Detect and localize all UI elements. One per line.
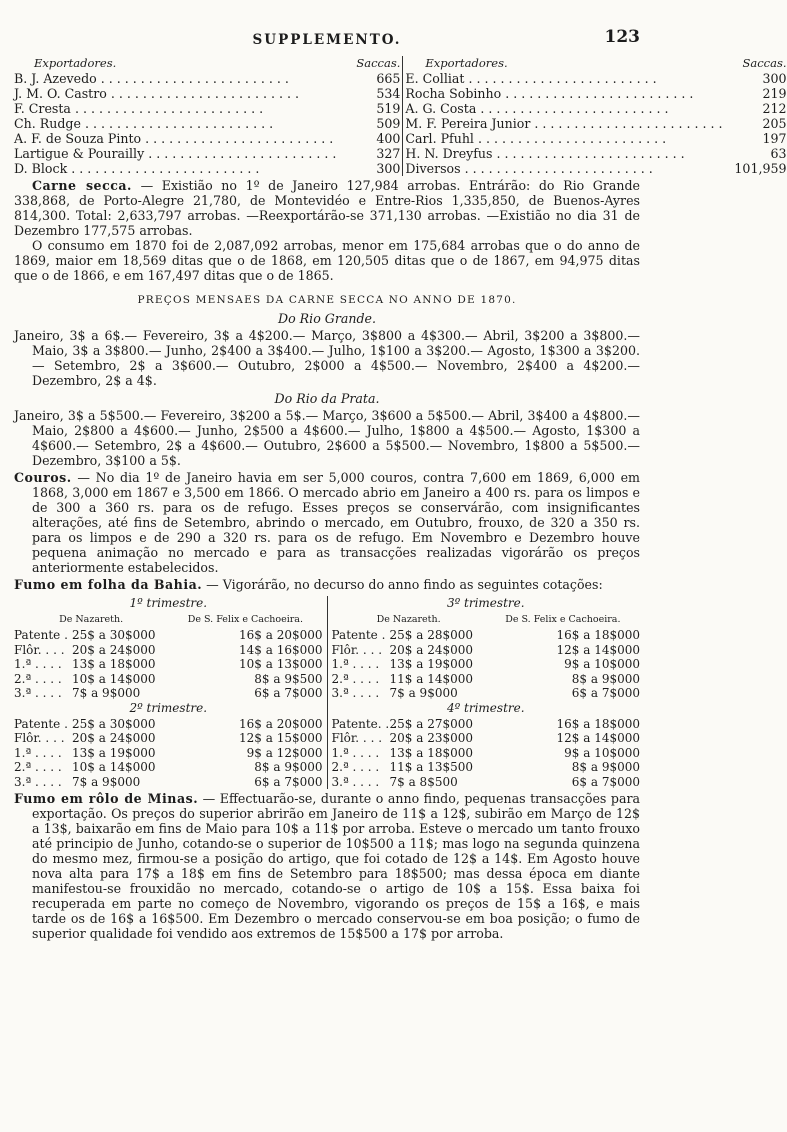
quarter-title: 2º trimestre. — [129, 700, 208, 715]
fumo-grade: 2.ª . . . . — [14, 760, 62, 774]
fumo-bahia-text: — Vigorárão, no decurso do anno findo as seguintes cotações: — [206, 577, 603, 592]
exporter-sacks: 300 — [336, 161, 400, 176]
nazareth-price: 7$ a 8$500 — [389, 774, 458, 789]
nazareth-price: 20$ a 24$000 — [72, 642, 156, 657]
exporter-name: F. Cresta . . . — [14, 101, 336, 116]
fumo-row — [14, 686, 323, 701]
exporter-sacks: 63 — [723, 146, 787, 161]
exporters-column-right — [403, 56, 786, 176]
felix-price: 12$ a 15$000 — [239, 731, 323, 745]
felix-price: 16$ a 18$000 — [556, 716, 640, 731]
fumo-grade: 3.ª . . . . — [331, 774, 380, 789]
fumo-grade: 2.ª . . . . — [331, 760, 380, 774]
exporter-name: M. F. Pereira Junior . . . — [405, 116, 722, 131]
exporter-row — [405, 161, 786, 176]
nazareth-price: 20$ a 24$000 — [72, 731, 156, 745]
exporter-sacks: 534 — [336, 86, 400, 101]
exporter-row — [14, 116, 400, 131]
fumo-minas-lead: Fumo em rôlo de Minas. — [14, 791, 199, 806]
fumo-grade: 1.ª . . . . — [331, 745, 380, 760]
nazareth-price: 25$ a 30$000 — [72, 716, 156, 731]
nazareth-price: 11$ a 14$000 — [389, 671, 473, 686]
nazareth-header: De Nazareth. — [59, 614, 124, 625]
fumo-grade: Patente . . — [14, 716, 76, 731]
exporter-row — [405, 146, 786, 161]
felix-price: 12$ a 14$000 — [556, 731, 640, 745]
fumo-row — [14, 717, 323, 732]
exporter-sacks: 665 — [336, 71, 400, 86]
exporter-name: J. M. O. Castro . . . — [14, 86, 336, 101]
sacks-heading: Saccas. — [742, 56, 787, 70]
quarter-title: 1º trimestre. — [129, 596, 208, 610]
exporter-row — [405, 71, 786, 86]
fumo-row — [14, 746, 323, 761]
nazareth-price: 25$ a 27$000 — [389, 716, 473, 731]
fumo-row — [14, 731, 323, 746]
felix-header: De S. Felix e Cachoeira. — [187, 614, 303, 625]
exporters-header-right — [405, 56, 786, 71]
felix-header: De S. Felix e Cachoeira. — [505, 614, 621, 625]
fumo-table-left — [14, 596, 328, 789]
rio-prata-heading: Do Rio da Prata. — [274, 391, 380, 406]
exporter-name: Ch. Rudge . . . — [14, 116, 336, 131]
running-title: SUPPLEMENTO. — [252, 32, 402, 48]
exporter-sacks: 300 — [723, 71, 787, 86]
exporter-name: A. F. de Souza Pinto . . . — [14, 131, 336, 146]
fumo-row — [14, 775, 323, 790]
exporter-row — [14, 146, 400, 161]
fumo-grade: Flôr. . . . — [331, 731, 383, 745]
exporter-name: Rocha Sobinho . . . — [405, 86, 722, 101]
fumo-grade: Flôr. . . . — [331, 642, 383, 657]
exporter-name: A. G. Costa . . . — [405, 101, 722, 116]
fumo-row — [332, 628, 641, 643]
exporter-sacks: 101,959 — [723, 161, 787, 176]
exporter-sacks: 197 — [723, 131, 787, 146]
exporter-row — [14, 101, 400, 116]
exporter-name: H. N. Dreyfus . . . — [405, 146, 722, 161]
fumo-bahia-table — [14, 596, 640, 789]
exporter-row — [14, 71, 400, 86]
felix-price: 8$ a 9$000 — [571, 671, 640, 686]
fumo-row — [332, 731, 641, 746]
fumo-grade: Patente. . . — [331, 716, 397, 731]
fumo-grade: 1.ª . . . . — [14, 657, 62, 671]
felix-price: 6$ a 7$000 — [254, 774, 323, 789]
nazareth-price: 25$ a 28$000 — [389, 628, 473, 642]
felix-price: 9$ a 10$000 — [564, 657, 640, 671]
exporter-name: Lartigue & Pourailly . . . — [14, 146, 336, 161]
felix-price: 6$ a 7$000 — [571, 686, 640, 700]
fumo-row — [14, 628, 323, 643]
nazareth-price: 25$ a 30$000 — [72, 628, 156, 642]
exporter-name: Carl. Pfuhl . . . — [405, 131, 722, 146]
felix-price: 16$ a 20$000 — [239, 716, 323, 731]
nazareth-price: 13$ a 19$000 — [389, 657, 473, 671]
nazareth-price: 7$ a 9$000 — [72, 774, 141, 789]
felix-price: 16$ a 20$000 — [239, 628, 323, 642]
exporter-row — [14, 161, 400, 176]
exporter-row — [405, 86, 786, 101]
felix-price: 9$ a 12$000 — [246, 745, 323, 760]
felix-price: 9$ a 10$000 — [564, 745, 640, 760]
fumo-row — [332, 775, 641, 790]
fumo-grade: 2.ª . . . . — [14, 671, 62, 686]
exporter-name: B. J. Azevedo . . . — [14, 71, 336, 86]
fumo-grade: Patente . . — [14, 628, 76, 642]
fumo-minas-text: — Effectuarão-se, durante o anno findo, pequenas transacções para exportação. Os preços do superior abrirão em Janeiro de 11$ a 12$, subirão em Março de 12$ a 13$, baixarão em fins de Maio para 10$ a 11$ por arroba. Esteve o mercado um tanto frouxo até principio de Junho, cotando-se o superior de 10$500 a 11$; mas logo na segunda quinzena do mesmo mez, firmou-se a posição do artigo, que foi cotado de 12$ a 14$. Em Agosto houve nova alta para 17$ a 18$ em fins de Setembro para 18$500; mas dessa época em diante manifestou-se frouxidão no mercado, cotando-se o artigo de 10$ a 15$. Essa baixa foi recuperada em parte no começo de Novembro, vigorando os preços de 15$ a 16$, e mais tarde os de 16$ a 16$500. Em Dezembro o mercado conservou-se em boa posição; o fumo de superior qualidade foi vendido aos extremos de 15$500 a 17$ por arroba. — [32, 791, 640, 941]
exporter-sacks: 327 — [336, 146, 400, 161]
consumo-paragraph: O consumo em 1870 foi de 2,087,092 arrobas, menor em 175,684 arrobas que o do anno de 1869, maior em 18,569 ditas que o de 1868, em 120,505 ditas que o de 1867, em 94,975 ditas que o de 1866, e em 167,497 ditas que o de 1865. — [14, 238, 640, 283]
exporter-sacks: 519 — [336, 101, 400, 116]
nazareth-price: 13$ a 18$000 — [389, 745, 473, 760]
fumo-row — [332, 760, 641, 775]
nazareth-price: 13$ a 19$000 — [72, 745, 156, 760]
felix-price: 14$ a 16$000 — [239, 642, 323, 657]
fumo-row — [332, 746, 641, 761]
carne-secca-lead: Carne secca. — [32, 178, 132, 193]
exporter-row — [405, 116, 786, 131]
fumo-grade: Flôr. . . . — [14, 642, 65, 657]
nazareth-price: 10$ a 14$000 — [72, 760, 156, 774]
exporter-row — [405, 131, 786, 146]
fumo-row — [332, 686, 641, 701]
fumo-column-headers — [332, 612, 641, 628]
exporter-row — [14, 86, 400, 101]
fumo-grade: 3.ª . . . . — [331, 686, 380, 700]
nazareth-price: 13$ a 18$000 — [72, 657, 156, 671]
fumo-bahia-lead: Fumo em folha da Bahia. — [14, 577, 203, 592]
fumo-row — [332, 657, 641, 672]
fumo-row — [332, 672, 641, 687]
felix-price: 16$ a 18$000 — [556, 628, 640, 642]
felix-price: 6$ a 7$000 — [254, 686, 323, 700]
felix-price: 8$ a 9$000 — [571, 760, 640, 774]
fumo-table-right — [328, 596, 641, 789]
exporters-header-left — [14, 56, 400, 71]
precos-title: PREÇOS MENSAES DA CARNE SECCA NO ANNO DE 1870. — [137, 294, 517, 306]
exporter-row — [14, 131, 400, 146]
rio-prata-prices: Janeiro, 3$ a 5$500.— Fevereiro, 3$200 a 5$.— Março, 3$600 a 5$500.— Abril, 3$400 a 4$800.— Maio, 2$800 a 4$600.— Junho, 2$500 a 4$600.— Julho, 1$800 a 4$500.— Agosto, 1$300 a 4$600.— Setembro, 2$ a 4$600.— Outubro, 2$600 a 5$500.— Novembro, 1$800 a 5$500.— Dezembro, 3$100 a 5$. — [14, 408, 640, 468]
fumo-minas-paragraph — [14, 791, 640, 941]
exporter-sacks: 212 — [723, 101, 787, 116]
fumo-row — [14, 760, 323, 775]
fumo-grade: 1.ª . . . . — [14, 745, 62, 760]
nazareth-price: 11$ a 13$500 — [389, 760, 473, 774]
rio-grande-prices: Janeiro, 3$ a 6$.— Fevereiro, 3$ a 4$200.— Março, 3$800 a 4$300.— Abril, 3$200 a 3$800.— Maio, 3$ a 3$800.— Junho, 2$400 a 3$400.— Julho, 1$100 a 3$200.— Agosto, 1$300 a 3$200.— Setembro, 2$ a 3$600.— Outubro, 2$000 a 4$500.— Novembro, 2$400 a 4$200.— Dezembro, 2$ a 4$. — [14, 328, 640, 388]
couros-text: — No dia 1º de Janeiro havia em ser 5,000 couros, contra 7,600 em 1869, 6,000 em 1868, 3,000 em 1867 e 3,500 em 1866. O mercado abrio em Janeiro a 400 rs. para os limpos e de 300 a 360 rs. para os de refugo. Esses preços se conservárão, com insignificantes alterações, até fins de Setembro, abrindo o mercado, em Outubro, frouxo, de 320 a 350 rs. para os limpos e de 290 a 320 rs. para os de refugo. Em Novembro e Dezembro houve pequena animação no mercado e para as transacções realizadas vigorárão os preços anteriormente estabelecidos. — [32, 470, 640, 575]
nazareth-price: 7$ a 9$000 — [389, 686, 458, 700]
quarter-title: 3º trimestre. — [446, 596, 525, 610]
exporter-row — [405, 101, 786, 116]
fumo-column-headers — [14, 612, 323, 628]
fumo-row — [14, 672, 323, 687]
document-page — [14, 27, 787, 941]
exporter-sacks: 509 — [336, 116, 400, 131]
exporter-name: E. Colliat . . . — [405, 71, 722, 86]
exporter-sacks: 205 — [723, 116, 787, 131]
carne-secca-paragraph — [14, 178, 640, 238]
fumo-grade: 3.ª . . . . — [14, 774, 62, 789]
fumo-grade: Patente . . — [331, 628, 394, 642]
exporter-name: Diversos . . . — [405, 161, 722, 176]
fumo-row — [332, 717, 641, 732]
nazareth-header: De Nazareth. — [376, 614, 441, 625]
nazareth-price: 10$ a 14$000 — [72, 671, 156, 686]
fumo-row — [14, 657, 323, 672]
fumo-grade: 1.ª . . . . — [331, 657, 380, 671]
nazareth-price: 20$ a 23$000 — [389, 731, 473, 745]
felix-price: 10$ a 13$000 — [239, 657, 323, 671]
couros-lead: Couros. — [14, 470, 72, 485]
fumo-grade: 3.ª . . . . — [14, 686, 62, 700]
sacks-heading: Saccas. — [356, 56, 401, 70]
page-number: 123 — [604, 27, 640, 47]
nazareth-price: 20$ a 24$000 — [389, 642, 473, 657]
fumo-bahia-paragraph — [14, 577, 640, 592]
exporter-name: D. Block . . . — [14, 161, 336, 176]
quarter-title: 4º trimestre. — [446, 700, 525, 715]
felix-price: 12$ a 14$000 — [556, 642, 640, 657]
felix-price: 8$ a 9$500 — [254, 671, 323, 686]
fumo-row — [14, 643, 323, 658]
fumo-grade: Flôr. . . . — [14, 731, 65, 745]
fumo-grade: 2.ª . . . . — [331, 671, 380, 686]
exporters-table — [14, 56, 787, 176]
nazareth-price: 7$ a 9$000 — [72, 686, 141, 700]
rio-grande-heading: Do Rio Grande. — [278, 311, 376, 326]
exporters-heading: Exportadores. — [34, 56, 117, 70]
felix-price: 6$ a 7$000 — [571, 774, 640, 789]
exporter-sacks: 400 — [336, 131, 400, 146]
fumo-row — [332, 643, 641, 658]
exporter-sacks: 219 — [723, 86, 787, 101]
page-header — [14, 27, 640, 50]
felix-price: 8$ a 9$000 — [254, 760, 323, 774]
couros-paragraph — [14, 470, 640, 575]
carne-secca-text: — Existião no 1º de Janeiro 127,984 arrobas. Entrárão: do Rio Grande 338,868, de Porto-Alegre 21,780, de Montevidéo e Entre-Rios 1,335,850, de Buenos-Ayres 814,300. Total: 2,633,797 arrobas. —Reexportárão-se 371,130 arrobas. —Existião no dia 31 de Dezembro 177,575 arrobas. — [14, 178, 640, 238]
exporters-column-left — [14, 56, 403, 176]
exporters-heading: Exportadores. — [425, 56, 508, 70]
